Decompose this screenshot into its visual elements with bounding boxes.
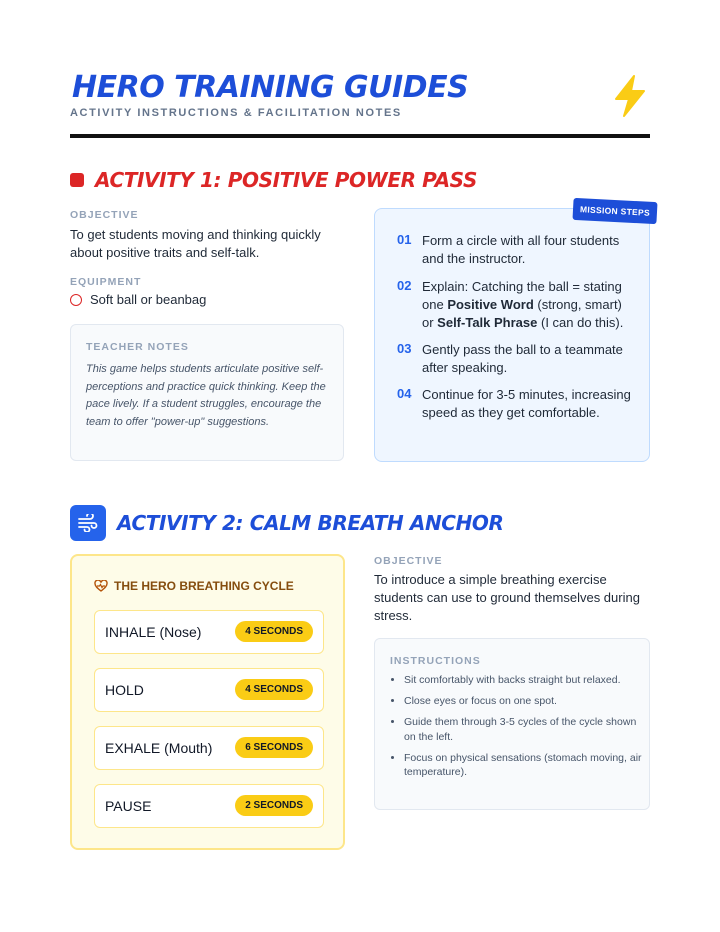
instruction-item: • Close eyes or focus on one spot.	[404, 694, 644, 709]
phase-name: PAUSE	[105, 798, 152, 814]
header	[70, 70, 650, 138]
breath-phase-row	[94, 668, 324, 712]
teacher-notes-text: This game helps students articulate positive self-perceptions and practice quick thinking. Keep the pace lively. If a student struggles, encourage the team to offer "power-up" suggestions.	[86, 363, 326, 428]
heartbeat-icon	[94, 580, 108, 592]
instruction-item: • Guide them through 3-5 cycles of the cycle shown on the left.	[404, 715, 644, 744]
duration-pill: 4 SECONDS	[235, 621, 313, 642]
page-title: HERO TRAINING GUIDES	[72, 70, 469, 105]
duration-pill: 2 SECONDS	[235, 795, 313, 816]
wind-icon	[70, 505, 106, 541]
instructions-label: INSTRUCTIONS	[390, 655, 481, 667]
header-divider	[70, 134, 650, 138]
breath-phase-row	[94, 784, 324, 828]
objective-label: OBJECTIVE	[70, 209, 139, 221]
instruction-item: • Sit comfortably with backs straight but relaxed.	[404, 673, 644, 688]
mission-steps-panel	[374, 204, 651, 462]
breath-phase-row	[94, 610, 324, 654]
instructions-card	[374, 638, 650, 810]
activity1-title: ACTIVITY 1: POSITIVE POWER PASS	[95, 168, 477, 192]
equipment-item	[70, 292, 206, 307]
step-text: Form a circle with all four students and the instructor.	[422, 233, 620, 266]
activity2-heading	[70, 505, 650, 541]
step-text: Explain: Catching the ball = stating one Positive Word (strong, smart) or Self-Talk Phrase (I can do this).	[422, 279, 624, 330]
activity2-title: ACTIVITY 2: CALM BREATH ANCHOR	[117, 511, 504, 535]
teacher-notes-label: TEACHER NOTES	[86, 341, 189, 353]
equipment-label: EQUIPMENT	[70, 276, 142, 288]
step-number: 02	[397, 278, 412, 293]
phase-name: HOLD	[105, 682, 144, 698]
step-number: 01	[397, 232, 412, 247]
equipment-item-label: Soft ball or beanbag	[90, 292, 207, 307]
phase-name: EXHALE (Mouth)	[105, 740, 213, 756]
breathing-cycle-card	[70, 554, 345, 850]
positive-word-term: Positive Word	[447, 297, 534, 312]
self-talk-term: Self-Talk Phrase	[437, 315, 538, 330]
teacher-notes-card	[70, 324, 344, 461]
step-text: Continue for 3-5 minutes, increasing speed as they get comfortable.	[422, 387, 631, 420]
objective-text: To get students moving and thinking quickly about positive traits and self-talk.	[70, 227, 321, 260]
circle-bullet-icon	[70, 294, 82, 306]
step-number: 03	[397, 341, 412, 356]
breath-phase-row	[94, 726, 324, 770]
instruction-item: • Focus on physical sensations (stomach moving, air temperature).	[404, 751, 644, 780]
lightning-bolt-icon	[610, 74, 650, 118]
objective-text: To introduce a simple breathing exercise students can use to ground themselves during stress.	[374, 572, 640, 623]
duration-pill: 6 SECONDS	[235, 737, 313, 758]
phase-name: INHALE (Nose)	[105, 624, 202, 640]
mission-steps-badge: MISSION STEPS	[572, 198, 657, 224]
breathing-cycle-title: THE HERO BREATHING CYCLE	[94, 579, 294, 593]
page-subtitle: ACTIVITY INSTRUCTIONS & FACILITATION NOTES	[70, 107, 402, 119]
step-text: Gently pass the ball to a teammate after speaking.	[422, 342, 623, 375]
instructions-list	[390, 673, 644, 786]
activity1-marker-icon	[70, 173, 84, 187]
step-number: 04	[397, 386, 412, 401]
activity1-heading	[70, 168, 650, 204]
duration-pill: 4 SECONDS	[235, 679, 313, 700]
objective-label: OBJECTIVE	[374, 555, 443, 567]
